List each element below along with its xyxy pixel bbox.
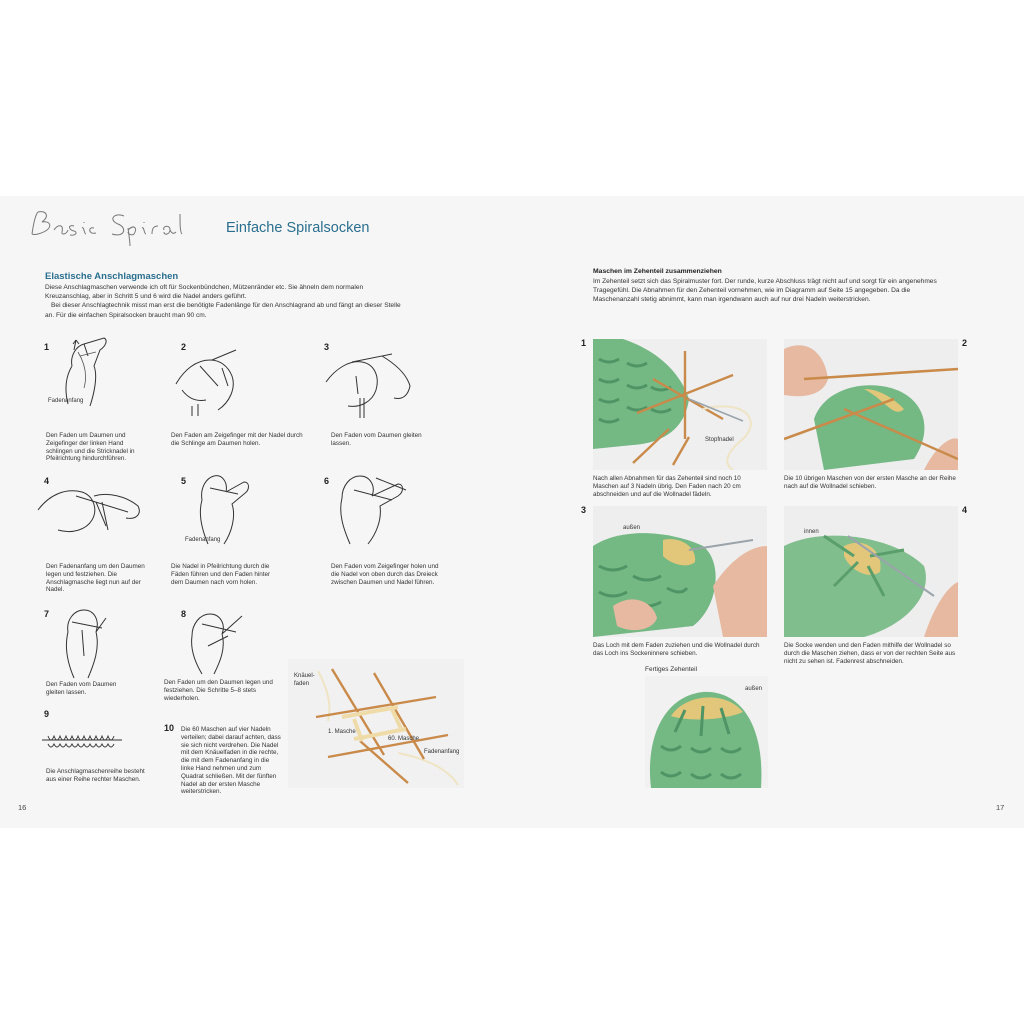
- step-6-caption: Den Faden vom Zeigefinger holen und die Nadel von oben durch das Dreieck zwischen Daumen und Nadel führen.: [331, 563, 439, 586]
- right-intro-text: Im Zehenteil setzt sich das Spiralmuster fort. Der runde, kurze Abschluss trägt nicht auf und sorgt für ein angenehmes Tragegefühl. Die Abnahmen für den Zehenteil vornehmen, wie im Diagramm auf Seite 15 angegeben. Da die Maschenanzahl stetig abnimmt, kann man irgendwann auch auf nur drei Nadeln weiterstricken.: [593, 278, 937, 303]
- section-heading-zehenteil: Maschen im Zehenteil zusammenziehen: [593, 268, 722, 275]
- toe-photo-1: [593, 339, 767, 470]
- photo-label-first-stitch: 1. Masche: [328, 729, 356, 735]
- hand-illustration-3: [322, 346, 414, 418]
- photo-label-stopfnadel: Stopfnadel: [705, 437, 734, 443]
- script-title-logo: [24, 206, 224, 250]
- step-number-5: 5: [181, 476, 187, 486]
- photo-step-number-2: 2: [962, 338, 968, 348]
- intro-paragraph-1: Diese Anschlagmaschen verwende ich oft für Sockenbündchen, Mützenränder etc. Sie ähneln dem normalen Kreuzanschlag, aber in Schritt 5 und 6 wird die Nadel anders geführt.: [45, 284, 364, 301]
- hand-illustration-5: [194, 470, 256, 544]
- step-number-9: 9: [44, 709, 50, 719]
- photo-label-innen: innen: [804, 529, 819, 535]
- step-number-1: 1: [44, 342, 50, 352]
- step-2-caption: Den Faden am Zeigefinger mit der Nadel durch die Schlinge am Daumen holen.: [171, 432, 303, 447]
- hand-illustration-6: [336, 470, 410, 544]
- photo-step-number-1: 1: [581, 338, 587, 348]
- photo-label-aussen: außen: [623, 525, 641, 531]
- photo-1-caption: Nach allen Abnahmen für das Zehenteil sind noch 10 Maschen auf 3 Nadeln übrig. Den Faden nach 20 cm abschneiden und auf die Wollnadel fädeln.: [593, 475, 741, 498]
- hand-illustration-2: [172, 346, 252, 416]
- step-5-caption: Die Nadel in Pfeilrichtung durch die Fäden führen und den Faden hinter dem Daumen nach vorn holen.: [171, 563, 271, 586]
- cast-on-row-illustration: [40, 728, 124, 752]
- section-heading-anschlag: Elastische Anschlagmaschen: [45, 271, 179, 282]
- step-5-label: Fadenanfang: [185, 537, 221, 543]
- photo-label-fadenanfang: Fadenanfang: [424, 749, 460, 755]
- step-number-3: 3: [324, 342, 330, 352]
- photo-label-faden: faden: [294, 681, 310, 687]
- intro-paragraph-2: Bei dieser Anschlagtechnik misst man erst die benötigte Fadenlänge für den Anschlagrand ab und fängt an dieser Stelle an. Für die einfachen Spiralsocken braucht man 90 cm.: [45, 302, 401, 319]
- toe-photo-2: [784, 339, 958, 470]
- toe-photo-4: [784, 506, 958, 637]
- finished-toe-photo: [645, 676, 768, 788]
- final-photo-label-aussen: außen: [745, 686, 763, 692]
- step-number-4: 4: [44, 476, 50, 486]
- step-number-8: 8: [181, 609, 187, 619]
- hand-illustration-8: [186, 606, 248, 674]
- hand-illustration-4: [36, 482, 146, 544]
- step-8-caption: Den Faden um den Daumen legen und festziehen. Die Schritte 5–8 stets wiederholen.: [164, 679, 273, 702]
- step-7-caption: Den Faden vom Daumen gleiten lassen.: [46, 681, 117, 696]
- toe-photo-3: [593, 506, 767, 637]
- intro-text: [45, 283, 405, 320]
- page-title: Einfache Spiralsocken: [226, 220, 370, 236]
- step-1-label: Fadenanfang: [48, 398, 84, 404]
- photo-step-number-4: 4: [962, 505, 968, 515]
- page-number-left: 16: [18, 803, 27, 812]
- photo-3-caption: Das Loch mit dem Faden zuziehen und die Wollnadel durch das Loch ins Sockeninnere schieben.: [593, 642, 760, 657]
- step-number-7: 7: [44, 609, 50, 619]
- photo-4-caption: Die Socke wenden und den Faden mithilfe der Wollnadel so durch die Maschen ziehen, dass er von der rechten Seite aus nicht zu sehen ist. Fadenrest abschneiden.: [784, 642, 956, 665]
- page-number-right: 17: [996, 803, 1005, 812]
- hand-illustration-7: [58, 606, 110, 678]
- step-1-caption: Den Faden um Daumen und Zeigefinger der linken Hand schlingen und die Stricknadel in Pfeilrichtung hindurchführen.: [46, 432, 135, 463]
- photo-2-caption: Die 10 übrigen Maschen von der ersten Masche an der Reihe nach auf die Wollnadel schieben.: [784, 475, 956, 490]
- photo-label-knaeuel: Knäuel-: [294, 673, 315, 679]
- step-10-caption: Die 60 Maschen auf vier Nadeln verteilen; dabei darauf achten, dass sie sich nicht verdrehen. Die Nadel mit dem Knäuelfaden in die rechte, die mit dem Fadenanfang in die linke Hand nehmen und zum Quadrat schließen. Mit der fünften Nadel ab der ersten Masche weiterstricken.: [181, 726, 281, 796]
- step-3-caption: Den Faden vom Daumen gleiten lassen.: [331, 432, 422, 447]
- step-number-6: 6: [324, 476, 330, 486]
- needles-square-photo: [288, 659, 464, 788]
- step-number-2: 2: [181, 342, 187, 352]
- photo-label-60th-stitch: 60. Masche: [388, 736, 420, 742]
- final-photo-title: Fertiges Zehenteil: [645, 666, 698, 673]
- step-number-10: 10: [164, 723, 175, 733]
- step-9-caption: Die Anschlagmaschenreihe besteht aus einer Reihe rechter Maschen.: [46, 768, 145, 783]
- photo-step-number-3: 3: [581, 505, 587, 515]
- step-4-caption: Den Fadenanfang um den Daumen legen und festziehen. Die Anschlagmasche liegt nun auf der Nadel.: [46, 563, 145, 594]
